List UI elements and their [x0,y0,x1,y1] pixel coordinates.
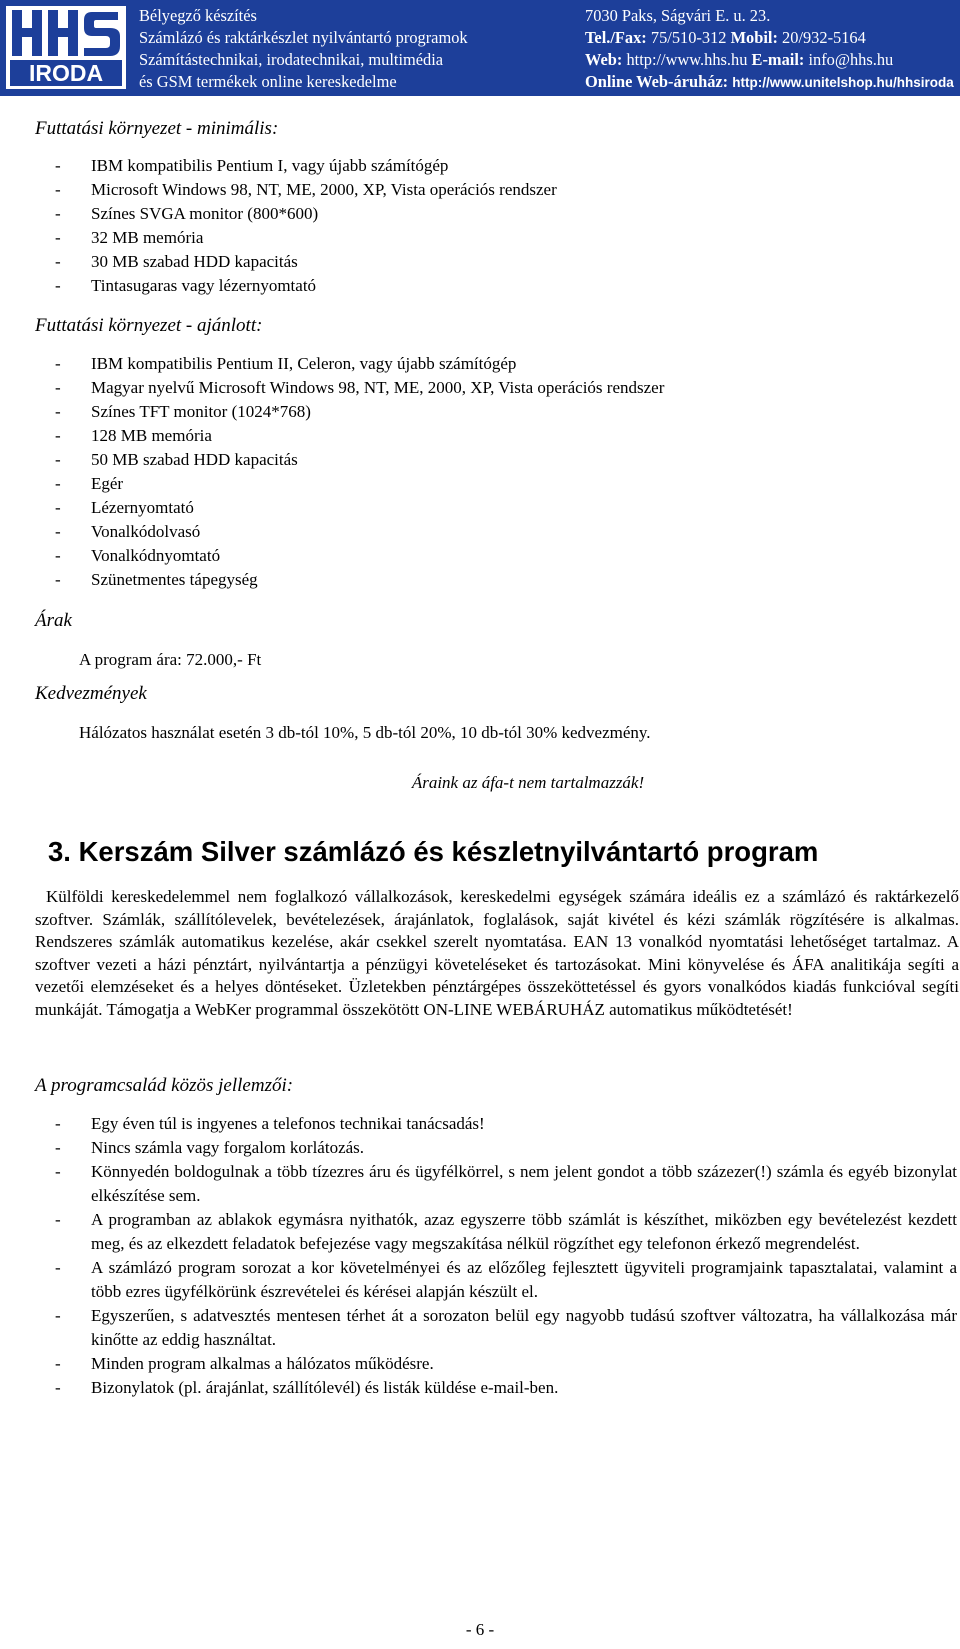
list-item: - Microsoft Windows 98, NT, ME, 2000, XP, Vista operációs rendszer [55,180,557,199]
service-line: Számlázó és raktárkészlet nyilvántartó programok [139,28,468,47]
list-item: - 30 MB szabad HDD kapacitás [55,252,298,271]
shop-line [585,71,954,93]
shop-link[interactable]: http://www.unitelshop.hu/hhsiroda [732,75,954,90]
program-price: A program ára: 72.000,- Ft [79,650,262,669]
letterhead-band [0,0,960,96]
common-features-title: A programcsalád közös jellemzői: [35,1075,294,1096]
header-divider [0,96,960,98]
list-item: - Szünetmentes tápegység [55,570,258,589]
company-logo [4,4,128,91]
recommended-env-list [55,352,915,592]
list-item: - Magyar nyelvű Microsoft Windows 98, NT, ME, 2000, XP, Vista operációs rendszer [55,378,665,397]
service-line: Számítástechnikai, irodatechnikai, multimédia [139,50,444,69]
list-item: - Színes TFT monitor (1024*768) [55,402,311,421]
web-link[interactable]: http://www.hhs.hu [626,50,748,69]
list-item: - Bizonylatok (pl. árajánlat, szállítólevél) és listák küldése e-mail-ben. [55,1378,559,1397]
list-item: - IBM kompatibilis Pentium II, Celeron, vagy újabb számítógép [55,354,517,373]
prices-title: Árak [35,610,72,631]
tel-label: Tel./Fax: [585,28,647,47]
list-item: - Könnyedén boldogulnak a több tízezres áru és ügyfélkörrel, s nem jelent gondot a több százezer(!) számla és egyéb bizonylat elkészítése sem. [55,1162,957,1205]
product-description-text: Külföldi kereskedelemmel nem foglalkozó vállalkozások, kereskedelmi egységek számára ideális ez a számlázó és raktárkezelő szoftver. Számlák, szállítólevelek, bevételezések, árajánlatok, foglalások, saját kivétel és kézi számlák rögzítésére is alkalmas. Rendszeres számlák automatikus kezelése, akár csekkel szerelt nyomtatása. EAN 13 vonalkód nyomtatási lehetőséget tartalmaz. A szoftver vezeti a házi pénztárt, nyilvántartja a pénzügyi követeléseket és tartozásokat. Mini könyvelése és ÁFA analitikája segíti a vezetői elemzéseket és a helyes döntéseket. Üzletekben pénztárgépes összeköttetéssel és gyors vonalkódos kiadás funkcióval segíti munkáját. Támogatja a WebKer programmal összekötött ON-LINE WEBÁRUHÁZ automatikus működtetését! [35,887,959,1019]
company-contacts [585,5,954,93]
list-item: - 32 MB memória [55,228,204,247]
service-line: Bélyegző készítés [139,6,257,25]
list-item: - Egy éven túl is ingyenes a telefonos technikai tanácsadás! [55,1114,485,1133]
email-label: E-mail: [751,50,805,69]
discount-text: Hálózatos használat esetén 3 db-tól 10%, 5 db-tól 20%, 10 db-tól 30% kedvezmény. [79,723,651,742]
vat-note: Áraink az áfa-t nem tartalmazzák! [411,773,645,792]
list-item: - Egyszerűen, s adatvesztés mentesen térhet át a sorozaton belül egy nagyobb tudású szoftver változatra, ha vállalkozása már kinőtte az eddig használtat. [55,1306,957,1349]
list-item: - A programban az ablakok egymásra nyithatók, azaz egyszerre több számlát is készíthet, miközben egy bevételezést kezdett meg, és az elkezdett feladatok befejezése vagy megszakítása nélkül rögzíthet egy telefonon érkező megrendelést. [55,1210,957,1253]
list-item: - Nincs számla vagy forgalom korlátozás. [55,1138,365,1157]
discounts-title: Kedvezmények [35,683,147,704]
web-label: Web: [585,50,623,69]
email-link[interactable]: info@hhs.hu [808,50,894,69]
mobil-value: 20/932-5164 [782,28,866,47]
list-item: - Minden program alkalmas a hálózatos működésre. [55,1354,434,1373]
list-item: - Színes SVGA monitor (800*600) [55,204,319,223]
list-item: - Vonalkódolvasó [55,522,201,541]
list-item: - IBM kompatibilis Pentium I, vagy újabb számítógép [55,156,449,175]
shop-label: Online Web-áruház: [585,72,729,91]
web-line [585,49,954,71]
list-item: - Vonalkódnyomtató [55,546,221,565]
list-item: - 128 MB memória [55,426,212,445]
recommended-env-title: Futtatási környezet - ajánlott: [35,315,263,336]
service-line: és GSM termékek online kereskedelme [139,72,397,91]
page-number: - 6 - [465,1620,495,1639]
section-heading: 3. Kerszám Silver számlázó és készletnyilvántartó program [48,836,819,867]
company-services [139,5,468,93]
logo-lettering: IRODA [28,60,104,86]
phone-line [585,27,954,49]
minimal-env-title: Futtatási környezet - minimális: [35,118,279,139]
list-item: - Lézernyomtató [55,498,194,517]
list-item: - 50 MB szabad HDD kapacitás [55,450,298,469]
mobil-label: Mobil: [730,28,778,47]
list-item: - Tintasugaras vagy lézernyomtató [55,276,317,295]
list-item: - A számlázó program sorozat a kor követelményei és az előzőleg fejlesztett ügyviteli programjaink tapasztalatai, valamint a több ezres ügyfélkörünk észrevételei és kérései alapján készült el. [55,1258,957,1301]
minimal-env-list [55,154,915,298]
list-item: - Egér [55,474,124,493]
tel-value: 75/510-312 [650,28,727,47]
address: 7030 Paks, Ságvári E. u. 23. [585,6,771,25]
product-description [35,886,959,1021]
common-features-list [55,1112,957,1400]
